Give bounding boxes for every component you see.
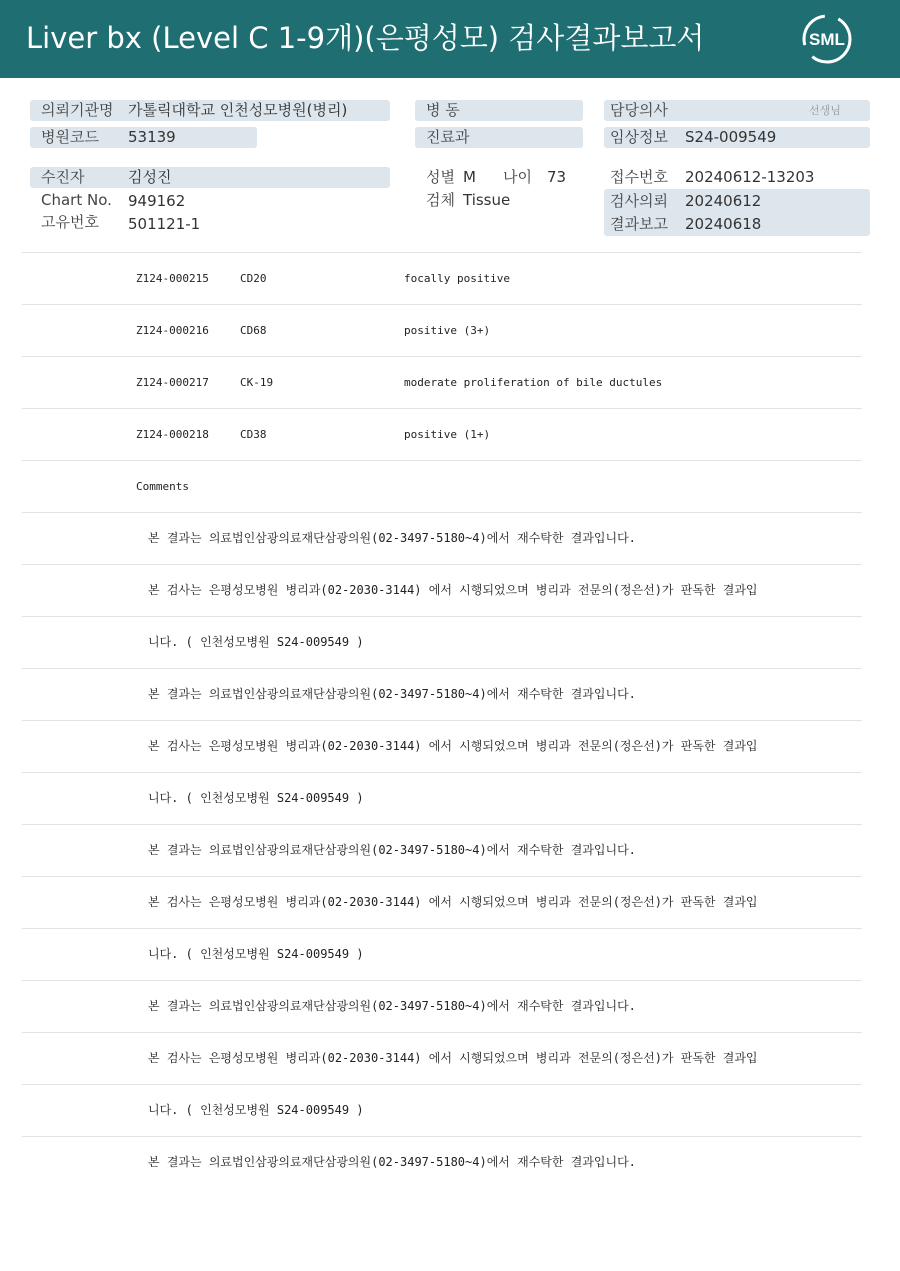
ward-label: 병 동 xyxy=(426,101,460,119)
hospital-code-value: 53139 xyxy=(128,128,176,146)
doctor-suffix: 선생님 xyxy=(809,104,841,117)
comment-text: 본 검사는 은평성모병원 병리과(02-2030-3144) 에서 시행되었으며 병리과 전문의(정은선)가 판독한 결과입 xyxy=(148,739,758,753)
comment-text: 본 검사는 은평성모병원 병리과(02-2030-3144) 에서 시행되었으며 병리과 전문의(정은선)가 판독한 결과입 xyxy=(148,1051,758,1065)
chart-value: 949162 xyxy=(128,192,186,210)
comment-line xyxy=(22,668,862,720)
comment-text: 본 검사는 은평성모병원 병리과(02-2030-3144) 에서 시행되었으며 병리과 전문의(정은선)가 판독한 결과입 xyxy=(148,895,758,909)
id-value: 501121-1 xyxy=(128,215,201,233)
result-value: positive (3+) xyxy=(404,324,491,337)
comment-line xyxy=(22,928,862,980)
table-row xyxy=(22,252,862,304)
hospital-label: 의뢰기관명 xyxy=(41,101,114,119)
comment-line xyxy=(22,616,862,668)
report-title: Liver bx (Level C 1-9개)(은평성모) 검사결과보고서 xyxy=(26,21,705,55)
patient-value: 김성진 xyxy=(128,168,172,186)
receipt-value: 20240612-13203 xyxy=(685,168,815,186)
request-label: 검사의뢰 xyxy=(610,192,668,210)
table-row xyxy=(22,408,862,460)
id-label: 고유번호 xyxy=(41,213,99,231)
comment-line xyxy=(22,1084,862,1136)
specimen-label: 검체 xyxy=(426,191,455,209)
age-label: 나이 xyxy=(503,168,532,186)
report-header xyxy=(0,0,900,78)
clinical-value: S24-009549 xyxy=(685,128,777,146)
comment-text: 본 결과는 의료법인삼광의료재단삼광의원(02-3497-5180~4)에서 재수탁한 결과입니다. xyxy=(148,843,636,857)
clinical-label: 임상정보 xyxy=(610,128,668,146)
comment-line xyxy=(22,564,862,616)
comment-line xyxy=(22,512,862,564)
age-value: 73 xyxy=(547,168,567,186)
sex-value: M xyxy=(463,168,476,186)
sml-logo xyxy=(800,12,854,66)
comment-text: 니다. ( 인천성모병원 S24-009549 ) xyxy=(148,791,364,805)
result-code: Z124-000216 xyxy=(136,324,209,337)
comment-line xyxy=(22,876,862,928)
comment-line xyxy=(22,980,862,1032)
comment-line xyxy=(22,824,862,876)
report-date-label: 결과보고 xyxy=(610,215,668,233)
result-value: moderate proliferation of bile ductules xyxy=(404,376,663,389)
sex-label: 성별 xyxy=(426,168,455,186)
result-marker: CD20 xyxy=(240,272,267,285)
result-marker: CD68 xyxy=(240,324,267,337)
table-row xyxy=(22,356,862,408)
comment-text: 본 검사는 은평성모병원 병리과(02-2030-3144) 에서 시행되었으며 병리과 전문의(정은선)가 판독한 결과입 xyxy=(148,583,758,597)
comment-line xyxy=(22,772,862,824)
comment-line xyxy=(22,720,862,772)
comment-text: 본 결과는 의료법인삼광의료재단삼광의원(02-3497-5180~4)에서 재수탁한 결과입니다. xyxy=(148,1155,636,1169)
comment-text: 니다. ( 인천성모병원 S24-009549 ) xyxy=(148,947,364,961)
result-value: positive (1+) xyxy=(404,428,491,441)
doctor-label: 담당의사 xyxy=(610,101,668,119)
comment-text: 니다. ( 인천성모병원 S24-009549 ) xyxy=(148,1103,364,1117)
chart-label: Chart No. xyxy=(41,191,112,209)
dept-label: 진료과 xyxy=(426,128,470,146)
hospital-code-label: 병원코드 xyxy=(41,128,99,146)
specimen-value: Tissue xyxy=(463,191,511,209)
patient-label: 수진자 xyxy=(41,168,85,186)
receipt-label: 접수번호 xyxy=(610,168,668,186)
table-row xyxy=(22,304,862,356)
comment-line xyxy=(22,1032,862,1084)
logo-text: SML xyxy=(809,30,845,49)
result-marker: CD38 xyxy=(240,428,267,441)
comment-text: 니다. ( 인천성모병원 S24-009549 ) xyxy=(148,635,364,649)
result-code: Z124-000215 xyxy=(136,272,209,285)
result-code: Z124-000217 xyxy=(136,376,209,389)
comments-label: Comments xyxy=(136,480,189,493)
hospital-value: 가톨릭대학교 인천성모병원(병리) xyxy=(128,101,348,119)
comments-row xyxy=(22,460,862,512)
comment-line xyxy=(22,1136,862,1188)
report-date-value: 20240618 xyxy=(685,215,762,233)
comment-text: 본 결과는 의료법인삼광의료재단삼광의원(02-3497-5180~4)에서 재수탁한 결과입니다. xyxy=(148,687,636,701)
comment-text: 본 결과는 의료법인삼광의료재단삼광의원(02-3497-5180~4)에서 재수탁한 결과입니다. xyxy=(148,531,636,545)
request-value: 20240612 xyxy=(685,192,762,210)
result-value: focally positive xyxy=(404,272,510,285)
result-code: Z124-000218 xyxy=(136,428,209,441)
result-marker: CK-19 xyxy=(240,376,274,389)
comment-text: 본 결과는 의료법인삼광의료재단삼광의원(02-3497-5180~4)에서 재수탁한 결과입니다. xyxy=(148,999,636,1013)
